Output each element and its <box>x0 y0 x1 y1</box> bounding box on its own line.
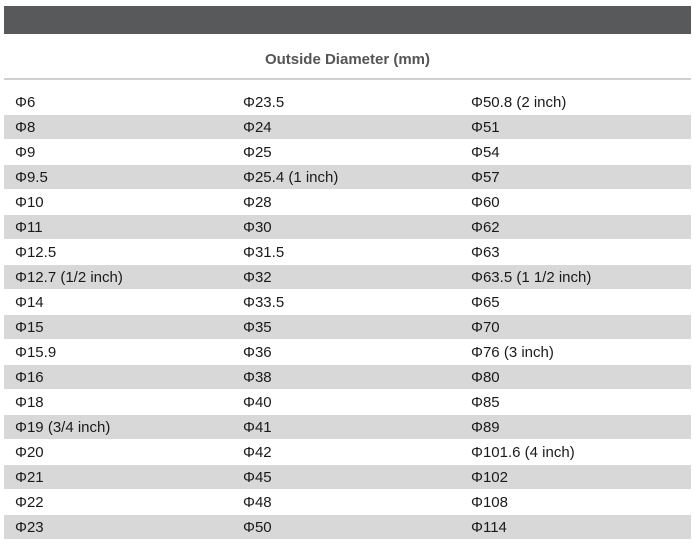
table-row <box>4 390 691 415</box>
table-cell: Φ42 <box>243 444 272 461</box>
table-cell: Φ14 <box>15 294 44 311</box>
table-cell: Φ15 <box>15 319 44 336</box>
table-cell: Φ18 <box>15 394 44 411</box>
table-row <box>4 490 691 515</box>
table-row <box>4 415 691 440</box>
table-cell: Φ33.5 <box>243 294 285 311</box>
table-cell: Φ23 <box>15 519 44 536</box>
table-title: Outside Diameter (mm) <box>264 51 431 68</box>
table-cell: Φ31.5 <box>243 244 285 261</box>
table-cell: Φ9.5 <box>15 169 48 186</box>
table-cell: Φ48 <box>243 494 272 511</box>
table-cell: Φ38 <box>243 369 272 386</box>
table-cell: Φ15.9 <box>15 344 57 361</box>
table-row <box>4 90 691 115</box>
table-cell: Φ63 <box>471 244 500 261</box>
table-cell: Φ80 <box>471 369 500 386</box>
table-cell: Φ19 (3/4 inch) <box>15 419 111 436</box>
table-cell: Φ102 <box>471 469 508 486</box>
table-cell: Φ89 <box>471 419 500 436</box>
table-row <box>4 165 691 190</box>
table-cell: Φ35 <box>243 319 272 336</box>
table-row <box>4 190 691 215</box>
table-cell: Φ54 <box>471 144 500 161</box>
table-row <box>4 290 691 315</box>
table-cell: Φ57 <box>471 169 500 186</box>
table-cell: Φ36 <box>243 344 272 361</box>
table-cell: Φ23.5 <box>243 94 285 111</box>
table-row <box>4 265 691 290</box>
table-cell: Φ24 <box>243 119 272 136</box>
table-cell: Φ21 <box>15 469 44 486</box>
table-cell: Φ12.5 <box>15 244 57 261</box>
table-row <box>4 440 691 465</box>
table-cell: Φ63.5 (1 1/2 inch) <box>471 269 592 286</box>
table-cell: Φ65 <box>471 294 500 311</box>
table-row <box>4 240 691 265</box>
table-row <box>4 340 691 365</box>
diameter-table <box>4 90 691 540</box>
table-cell: Φ45 <box>243 469 272 486</box>
top-bar <box>4 6 691 34</box>
table-cell: Φ28 <box>243 194 272 211</box>
header-divider <box>4 78 691 80</box>
table-cell: Φ50 <box>243 519 272 536</box>
table-cell: Φ10 <box>15 194 44 211</box>
table-cell: Φ41 <box>243 419 272 436</box>
table-cell: Φ108 <box>471 494 508 511</box>
table-row <box>4 115 691 140</box>
table-cell: Φ11 <box>15 219 43 236</box>
table-cell: Φ25 <box>243 144 272 161</box>
table-row <box>4 315 691 340</box>
table-cell: Φ32 <box>243 269 272 286</box>
table-cell: Φ8 <box>15 119 36 136</box>
table-cell: Φ20 <box>15 444 44 461</box>
table-cell: Φ22 <box>15 494 44 511</box>
table-cell: Φ101.6 (4 inch) <box>471 444 575 461</box>
table-cell: Φ25.4 (1 inch) <box>243 169 339 186</box>
table-row <box>4 140 691 165</box>
table-cell: Φ60 <box>471 194 500 211</box>
table-cell: Φ40 <box>243 394 272 411</box>
table-cell: Φ85 <box>471 394 500 411</box>
table-row <box>4 515 691 540</box>
table-row <box>4 215 691 240</box>
table-row <box>4 465 691 490</box>
table-cell: Φ70 <box>471 319 500 336</box>
table-row <box>4 365 691 390</box>
table-cell: Φ9 <box>15 144 36 161</box>
table-cell: Φ16 <box>15 369 44 386</box>
table-cell: Φ76 (3 inch) <box>471 344 554 361</box>
table-cell: Φ50.8 (2 inch) <box>471 94 567 111</box>
table-cell: Φ51 <box>471 119 500 136</box>
table-cell: Φ12.7 (1/2 inch) <box>15 269 123 286</box>
table-cell: Φ30 <box>243 219 272 236</box>
table-cell: Φ114 <box>471 519 507 536</box>
table-cell: Φ6 <box>15 94 36 111</box>
table-cell: Φ62 <box>471 219 500 236</box>
